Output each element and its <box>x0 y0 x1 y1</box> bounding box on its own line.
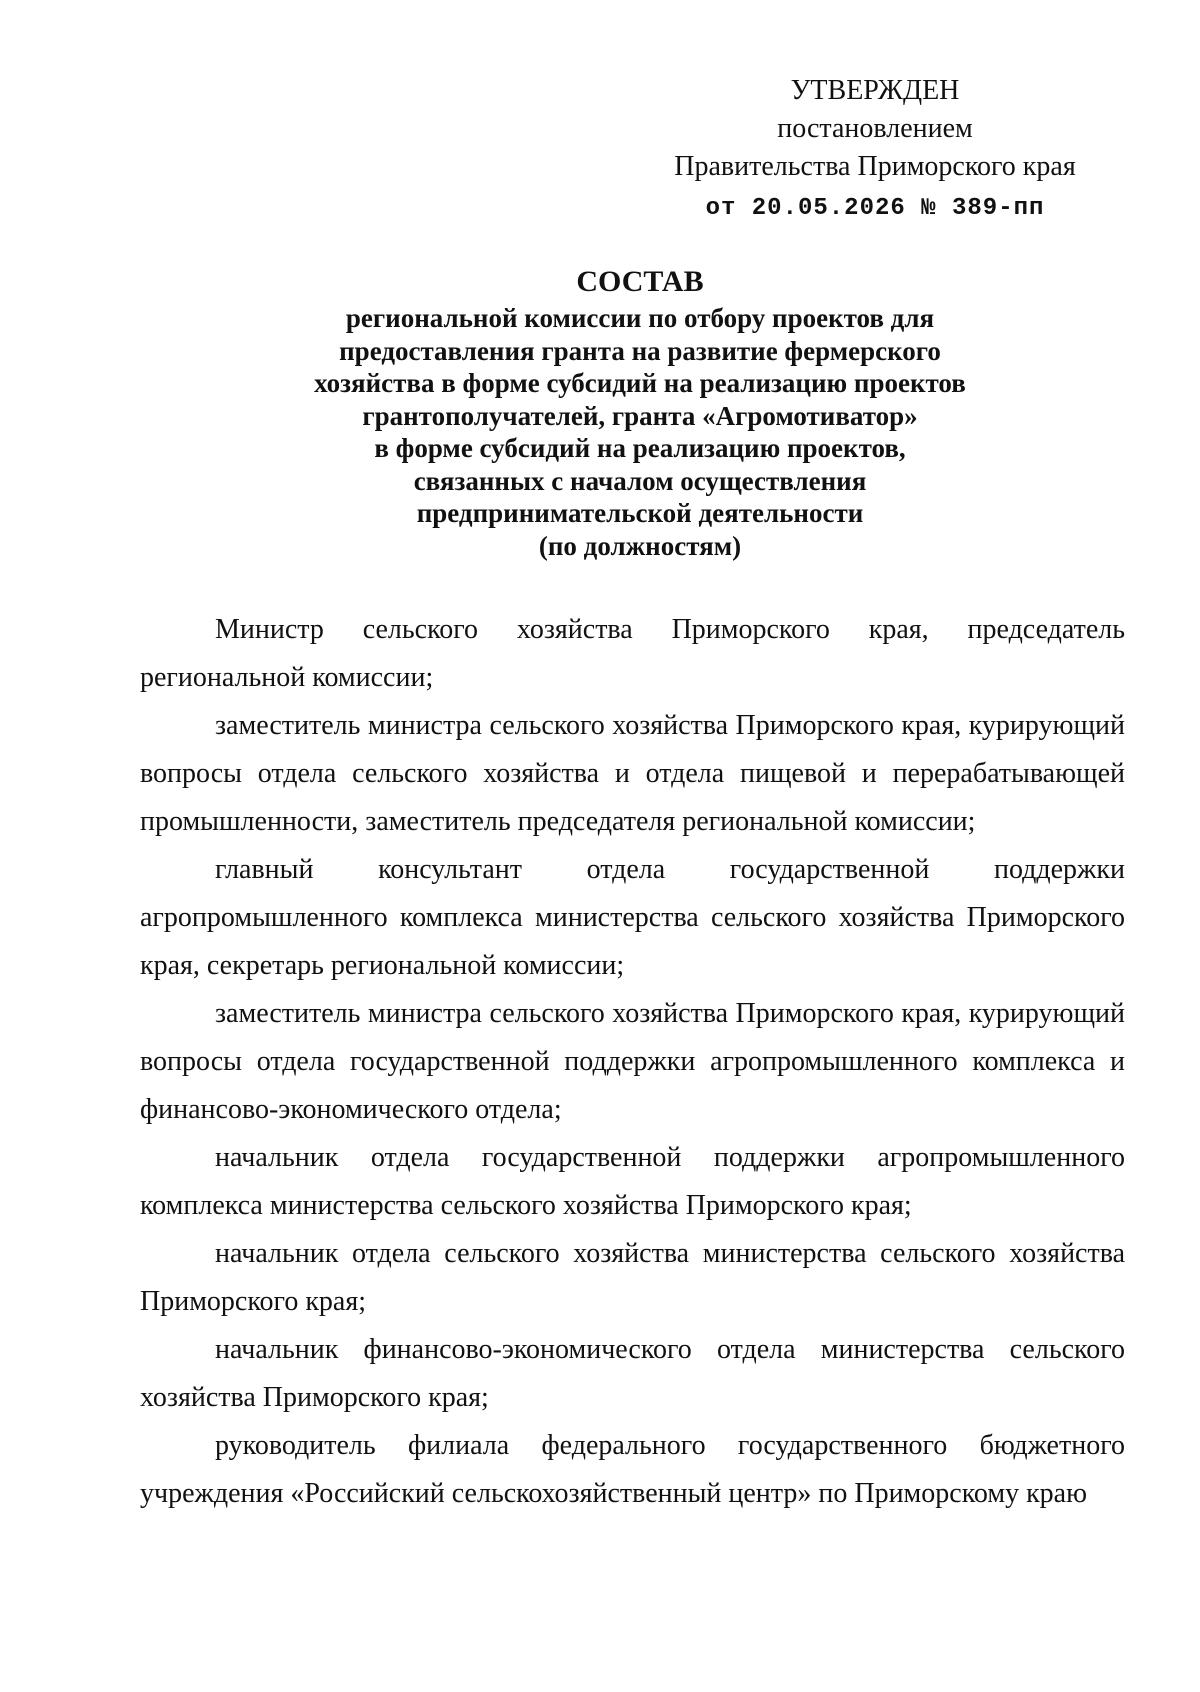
approval-authority: Правительства Приморского края <box>674 151 1076 182</box>
approval-approved: УТВЕРЖДЕН <box>790 75 960 106</box>
member-item: начальник финансово-экономического отдела министерства сельского хозяйства Приморского края; <box>140 1334 1125 1413</box>
member-item: Министр сельского хозяйства Приморского края, председатель региональной комиссии; <box>140 614 1125 693</box>
document-title <box>140 262 1140 562</box>
title-line: грантополучателей, гранта «Агромотиватор» <box>362 400 918 431</box>
approval-number: от 20.05.2026 № 389-пп <box>705 195 1045 222</box>
title-heading: СОСТАВ <box>576 265 704 298</box>
member-item: заместитель министра сельского хозяйства Приморского края, курирующий вопросы отдела сельского хозяйства и отдела пищевой и перерабатывающей промышленности, заместитель председателя региональной комиссии; <box>140 710 1125 837</box>
member-item: начальник отдела государственной поддержки агропромышленного комплекса министерства сельского хозяйства Приморского края; <box>140 1142 1125 1221</box>
title-line: связанных с началом осуществления <box>413 465 867 496</box>
members-list <box>140 606 1125 1518</box>
title-line: предпринимательской деятельности <box>416 498 864 528</box>
title-line: (по должностям) <box>538 530 742 561</box>
member-item: начальник отдела сельского хозяйства министерства сельского хозяйства Приморского края; <box>140 1238 1125 1317</box>
title-line: в форме субсидий на реализацию проектов, <box>374 433 906 463</box>
approval-stamp <box>640 72 1110 228</box>
member-item: заместитель министра сельского хозяйства Приморского края, курирующий вопросы отдела государственной поддержки агропромышленного комплекса и финансово-экономического отдела; <box>140 998 1125 1125</box>
member-item: главный консультант отдела государственной поддержки агропромышленного комплекса министерства сельского хозяйства Приморского края, секретарь региональной комиссии; <box>140 854 1125 981</box>
title-line: хозяйства в форме субсидий на реализацию проектов <box>314 368 966 398</box>
title-line: региональной комиссии по отбору проектов для <box>345 303 935 333</box>
approval-by: постановлением <box>777 113 973 144</box>
member-item: руководитель филиала федерального государственного бюджетного учреждения «Российский сельскохозяйственный центр» по Приморскому краю <box>140 1430 1125 1509</box>
title-line: предоставления гранта на развитие фермерского <box>339 335 941 366</box>
